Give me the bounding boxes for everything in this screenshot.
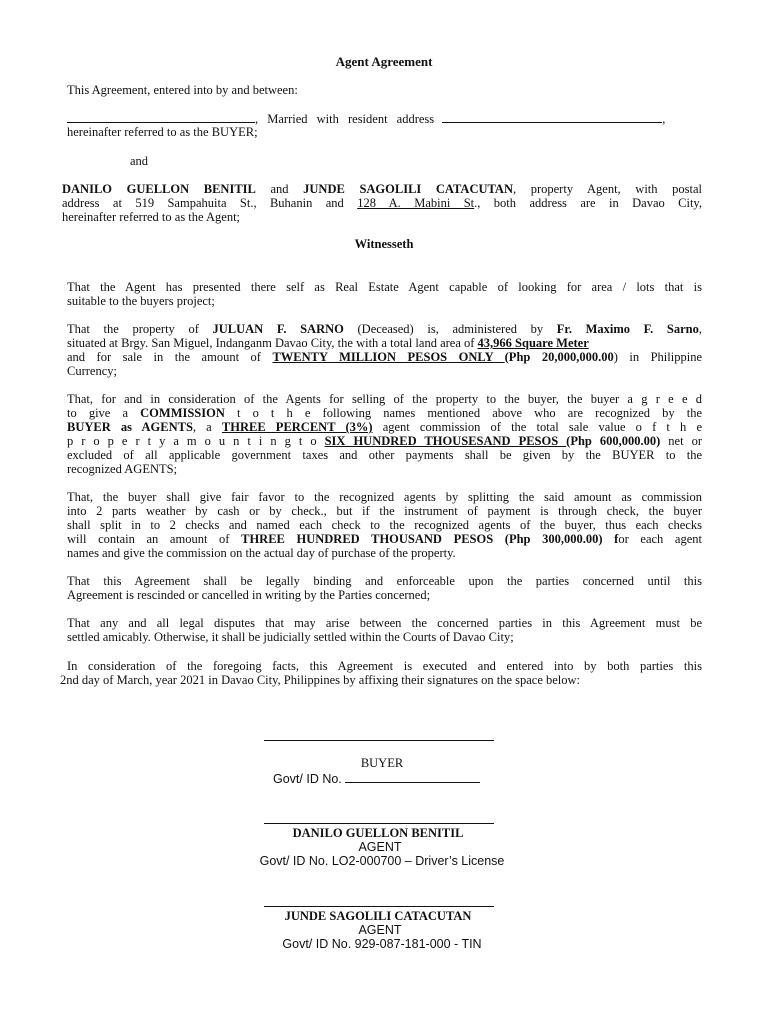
para4-line-3: shall split in to 2 checks and named each check to the recognized agents of the buyer, thus each checks	[67, 518, 702, 532]
para2-text-b: (Deceased) is, administered by	[343, 322, 557, 336]
agent1-name: DANILO GUELLON BENITIL	[292, 826, 464, 840]
buyer-label: BUYER	[360, 756, 404, 770]
sale-amount-number: (Php 20,000,000.00	[504, 350, 614, 364]
split-amount: THREE HUNDRED THOUSAND PESOS (Php 300,000.00) f	[241, 532, 619, 546]
para2-sale-text: and for sale in the amount of	[67, 350, 273, 364]
para3-line-6: recognized AGENTS;	[67, 462, 178, 476]
para2-currency-text: ) in Philippine	[613, 350, 702, 364]
buyer-referred-text: hereinafter referred to as the BUYER;	[67, 125, 258, 139]
para4-line-4	[67, 532, 702, 546]
para3-amounting-text: p r o p e r t y a m o u n t i n g t o	[67, 434, 325, 448]
para2-line-2	[67, 336, 589, 350]
and-text: and	[130, 154, 149, 168]
para3-net-text: net or	[660, 434, 702, 448]
agents-address-tail: ., both address are in Davao City,	[474, 196, 702, 210]
buyer-signature-line	[264, 740, 494, 741]
para7-line-1: In consideration of the foregoing facts, this Agreement is executed and entered into by both parties this	[67, 659, 702, 673]
sale-amount-words: TWENTY MILLION PESOS ONLY	[272, 350, 505, 364]
para5-line-1: That this Agreement shall be legally binding and enforceable upon the parties concerned until this	[67, 574, 702, 588]
buyer-comma: ,	[662, 112, 666, 126]
buyer-id-blank	[345, 771, 480, 783]
para1-line-2: suitable to the buyers project;	[67, 294, 215, 308]
agent2-role: AGENT	[358, 923, 402, 937]
para3-a: , a	[192, 420, 222, 434]
para3-line-4	[67, 434, 702, 448]
para2-location: situated at Brgy. San Miguel, Indanganm Davao City, the with a total land area of	[67, 336, 478, 350]
para3-line-5: excluded of all applicable government taxes and other payments shall be given by the BUYER to the	[67, 448, 702, 462]
buyer-address-blank	[442, 111, 662, 123]
document-title: Agent Agreement	[335, 54, 433, 69]
agent-address-underlined: 128 A. Mabini St	[357, 196, 475, 210]
para4-each-agent-text: or each agent	[618, 532, 702, 546]
para2-line-3	[67, 350, 702, 364]
commission-amount-number: (Php 600,000.00)	[566, 434, 661, 448]
buyer-married-text: , Married with resident address	[255, 112, 435, 126]
para2-text-c: ,	[698, 322, 703, 336]
para4-contain-text: will contain an amount of	[67, 532, 242, 546]
agent2-name-inline: JUNDE SAGOLILI CATACUTAN	[303, 182, 513, 196]
buyer-id-label: Govt/ ID No.	[273, 772, 346, 786]
agents-line-3: hereinafter referred to as the Agent;	[62, 210, 241, 224]
agent1-id: Govt/ ID No. LO2-000700 – Driver’s License	[259, 854, 505, 868]
para1-line-1: That the Agent has presented there self as Real Estate Agent capable of looking for area / lots that is	[67, 280, 702, 294]
agent1-signature-line	[264, 823, 494, 824]
para2-line-1	[67, 322, 702, 336]
property-owner: JULUAN F. SARNO	[212, 322, 344, 336]
para2-text-a: That the property of	[67, 322, 213, 336]
commission-word: COMMISSION	[140, 406, 225, 420]
agents-and: and	[255, 182, 304, 196]
buyer-line	[67, 111, 702, 126]
para2-line-4: Currency;	[67, 364, 117, 378]
buyer-id-line	[273, 771, 480, 786]
land-area: 43,966 Square Meter	[477, 336, 589, 350]
para7-line-2: 2nd day of March, year 2021 in Davao City, Philippines by affixing their signatures on the space below:	[60, 673, 581, 687]
agents-line-1	[62, 182, 702, 196]
agent2-signature-line	[264, 906, 494, 907]
agent1-role: AGENT	[358, 840, 402, 854]
para3-line-2	[67, 406, 702, 420]
agent2-name: JUNDE SAGOLILI CATACUTAN	[284, 909, 472, 923]
intro-line: This Agreement, entered into by and between:	[67, 83, 298, 97]
para3-names-text: t o t h e following names mentioned above who are recognized by the	[224, 406, 702, 420]
para3-sale-value-text: agent commission of the total sale value o f t h e	[372, 420, 702, 434]
buyer-name-blank	[67, 111, 255, 123]
agents-line-2	[62, 196, 702, 210]
para4-line-5: names and give the commission on the actual day of purchase of the property.	[67, 546, 456, 560]
para3-line-3	[67, 420, 702, 434]
property-administrator: Fr. Maximo F. Sarno	[556, 322, 699, 336]
agents-address-text: address at 519 Sampahuita St., Buhanin and	[62, 196, 358, 210]
para4-line-1: That, the buyer shall give fair favor to the recognized agents by splitting the said amount as commission	[67, 490, 702, 504]
commission-amount-words: SIX HUNDRED THOUSESAND PESOS	[324, 434, 567, 448]
commission-percent: THREE PERCENT (3%)	[221, 420, 373, 434]
agent2-id: Govt/ ID No. 929-087-181-000 - TIN	[282, 937, 482, 951]
para5-line-2: Agreement is rescinded or cancelled in writing by the Parties concerned;	[67, 588, 431, 602]
para6-line-1: That any and all legal disputes that may arise between the concerned parties in this Agreement must be	[67, 616, 702, 630]
para4-line-2: into 2 parts weather by cash or by check., but if the instrument of payment is through check, the buyer	[67, 504, 702, 518]
buyer-as-agents: BUYER as AGENTS	[67, 420, 193, 434]
agents-rest-1: , property Agent, with postal	[512, 182, 702, 196]
para3-give-text: to give a	[67, 406, 141, 420]
para3-line-1: That, for and in consideration of the Agents for selling of the property to the buyer, the buyer a g r e e d	[67, 392, 702, 406]
witnesseth-heading: Witnesseth	[354, 237, 414, 251]
para6-line-2: settled amicably. Otherwise, it shall be judicially settled within the Courts of Davao City;	[67, 630, 514, 644]
agent1-name-inline: DANILO GUELLON BENITIL	[62, 182, 256, 196]
